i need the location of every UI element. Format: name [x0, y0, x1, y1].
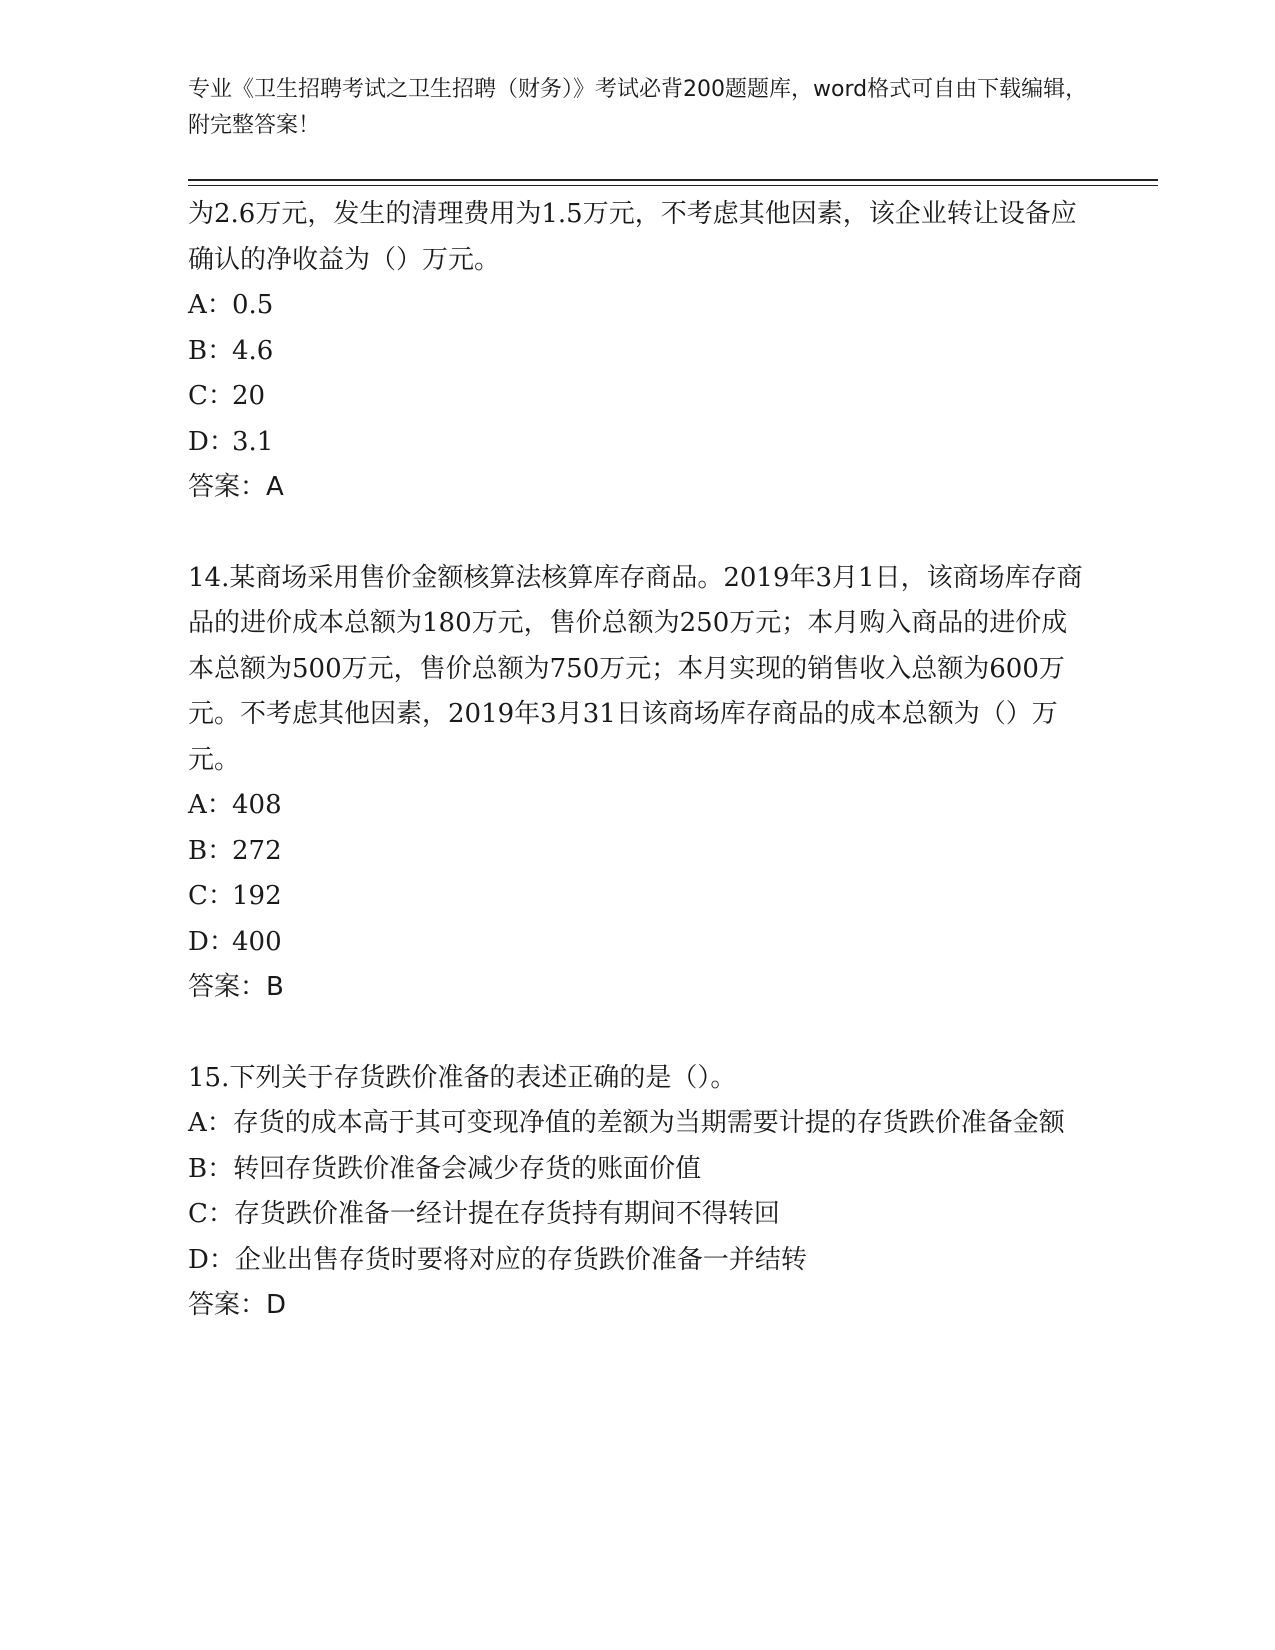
option-b	[188, 329, 1088, 375]
option-text: 4.6	[232, 335, 274, 366]
option-text: 0.5	[232, 290, 274, 320]
document-header: 专业《卫生招聘考试之卫生招聘（财务）》考试必背200题题库，word格式可自由下载编辑，附完整答案！	[188, 77, 1088, 138]
option-label: C：	[188, 381, 234, 411]
option-label: D：	[188, 926, 235, 957]
option-label: C：	[188, 1199, 234, 1229]
option-a	[188, 783, 1088, 829]
option-text: 272	[232, 835, 282, 866]
option-label: B：	[188, 335, 234, 366]
option-b	[188, 829, 1088, 875]
option-d	[188, 1238, 1088, 1284]
option-d	[188, 420, 1088, 466]
option-label: D：	[188, 1244, 235, 1275]
question-stem: 14.某商场采用售价金额核算法核算库存商品。2019年3月1日，该商场库存商品的进价成本总额为180万元，售价总额为250万元；本月购入商品的进价成本总额为500万元，售价总额为750万元；本月实现的销售收入总额为600万元。不考虑其他因素，2019年3月31日该商场库存商品的成本总额为（）万元。	[188, 562, 1083, 775]
option-a	[188, 1101, 1088, 1147]
option-a	[188, 283, 1088, 329]
option-c	[188, 374, 1088, 420]
answer-line: 答案：B	[188, 972, 284, 1002]
answer-line: 答案：A	[188, 472, 284, 502]
question-block	[188, 192, 1088, 511]
question-list	[188, 192, 1088, 1329]
header-divider-thick	[188, 179, 1158, 181]
option-text: 20	[232, 381, 266, 411]
header-divider-thin	[188, 185, 1158, 186]
question-stem: 15.下列关于存货跌价准备的表述正确的是（）。	[188, 1062, 737, 1093]
option-text: 408	[232, 790, 282, 820]
question-block	[188, 1056, 1088, 1329]
option-text: 存货的成本高于其可变现净值的差额为当期需要计提的存货跌价准备金额	[232, 1108, 1065, 1138]
option-d	[188, 920, 1088, 966]
option-label: A：	[188, 290, 233, 320]
question-block	[188, 556, 1088, 1011]
answer-line: 答案：D	[188, 1290, 287, 1320]
option-text: 转回存货跌价准备会减少存货的账面价值	[233, 1153, 702, 1184]
option-label: C：	[188, 881, 234, 911]
option-label: A：	[188, 1108, 233, 1138]
option-text: 400	[232, 926, 282, 957]
option-text: 存货跌价准备一经计提在存货持有期间不得转回	[233, 1199, 780, 1229]
option-label: B：	[188, 1153, 234, 1184]
option-b	[188, 1147, 1088, 1193]
option-text: 3.1	[232, 426, 274, 457]
option-label: B：	[188, 835, 234, 866]
option-c	[188, 1192, 1088, 1238]
option-text: 企业出售存货时要将对应的存货跌价准备一并结转	[234, 1244, 807, 1275]
option-label: D：	[188, 426, 235, 457]
question-stem: 为2.6万元，发生的清理费用为1.5万元，不考虑其他因素，该企业转让设备应确认的净收益为（）万元。	[188, 199, 1077, 275]
option-text: 192	[232, 881, 282, 911]
option-label: A：	[188, 790, 233, 820]
option-c	[188, 874, 1088, 920]
